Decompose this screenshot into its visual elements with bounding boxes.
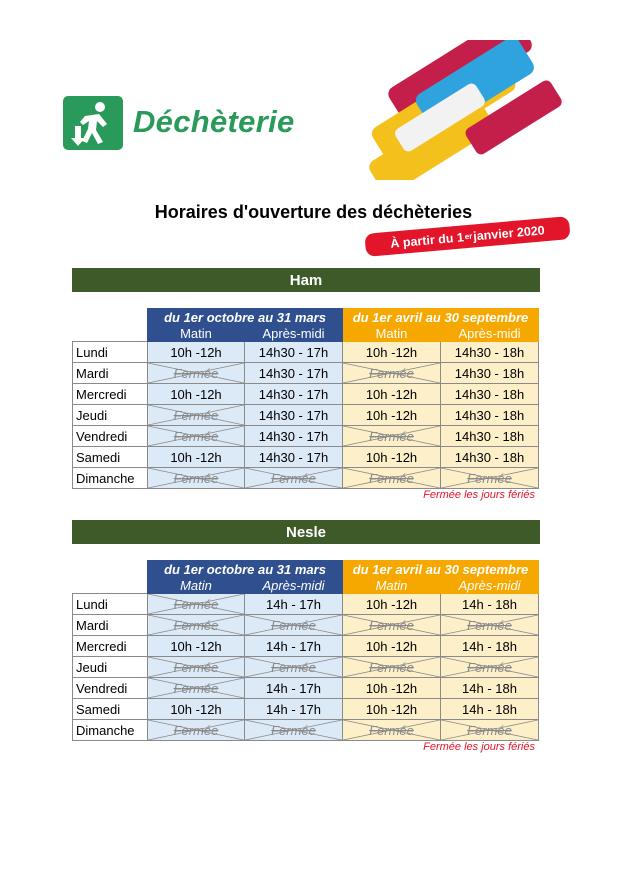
hours-cell: 14h30 - 17h <box>245 384 343 405</box>
hours-cell: 10h -12h <box>343 594 441 615</box>
closed-cell <box>148 720 245 741</box>
column-header-morning: Matin <box>148 578 245 594</box>
closed-label: Fermée <box>173 659 219 675</box>
closed-label: Fermée <box>173 722 219 738</box>
closed-label: Fermée <box>173 596 219 612</box>
hours-cell: 14h30 - 17h <box>245 363 343 384</box>
hours-cell: 10h -12h <box>343 384 441 405</box>
closed-label: Fermée <box>369 470 414 486</box>
day-label: Jeudi <box>73 657 148 678</box>
column-header-afternoon: Après-midi <box>245 326 343 342</box>
hours-cell: 10h -12h <box>343 342 441 363</box>
closed-cell <box>148 363 245 384</box>
day-label: Dimanche <box>73 468 148 489</box>
table-row <box>73 615 539 636</box>
day-label: Vendredi <box>73 426 148 447</box>
hours-cell: 10h -12h <box>343 699 441 720</box>
closed-label: Fermée <box>467 617 512 633</box>
hours-cell: 14h30 - 17h <box>245 426 343 447</box>
day-label: Lundi <box>73 594 148 615</box>
closed-cell <box>343 363 441 384</box>
day-label: Mercredi <box>73 384 148 405</box>
closed-cell <box>343 657 441 678</box>
closed-label: Fermée <box>271 659 316 675</box>
closed-label: Fermée <box>173 617 219 633</box>
hours-cell: 14h30 - 17h <box>245 405 343 426</box>
hours-cell: 10h -12h <box>343 678 441 699</box>
holiday-note: Fermée les jours fériés <box>423 741 535 753</box>
closed-cell <box>245 657 343 678</box>
closed-cell <box>441 720 539 741</box>
column-header-afternoon: Après-midi <box>245 578 343 594</box>
table-row <box>73 678 539 699</box>
closed-cell <box>343 426 441 447</box>
hours-cell: 10h -12h <box>148 447 245 468</box>
closed-label: Fermée <box>467 722 512 738</box>
hours-cell: 14h - 17h <box>245 699 343 720</box>
table-row <box>73 342 539 363</box>
hours-cell: 14h - 18h <box>441 678 539 699</box>
closed-label: Fermée <box>369 617 414 633</box>
hours-cell: 14h30 - 17h <box>245 447 343 468</box>
table-row <box>73 447 539 468</box>
logo-text: Déchèterie <box>133 104 295 139</box>
table-row <box>73 405 539 426</box>
day-label: Jeudi <box>73 405 148 426</box>
table-row <box>73 657 539 678</box>
hours-cell: 14h30 - 18h <box>441 426 539 447</box>
table-row <box>73 720 539 741</box>
column-header-morning: Matin <box>343 326 441 342</box>
day-label: Mardi <box>73 363 148 384</box>
closed-label: Fermée <box>369 722 414 738</box>
closed-cell <box>148 615 245 636</box>
closed-cell <box>245 468 343 489</box>
hours-cell: 14h - 18h <box>441 594 539 615</box>
holiday-note: Fermée les jours fériés <box>423 489 535 501</box>
column-header-afternoon: Après-midi <box>441 578 539 594</box>
column-header-morning: Matin <box>343 578 441 594</box>
closed-cell <box>148 657 245 678</box>
period-header-summer: du 1er avril au 30 septembre <box>343 561 539 578</box>
table-row <box>73 468 539 489</box>
period-header-winter: du 1er octobre au 31 mars <box>148 309 343 326</box>
effective-date-badge: À partir du 1 $^{er}$ janvier 2020 <box>364 216 570 257</box>
closed-label: Fermée <box>271 470 316 486</box>
closed-label: Fermée <box>369 428 414 444</box>
closed-label: Fermée <box>173 365 219 381</box>
table-row <box>73 363 539 384</box>
closed-label: Fermée <box>271 617 316 633</box>
hours-cell: 14h30 - 18h <box>441 342 539 363</box>
period-header-winter: du 1er octobre au 31 mars <box>148 561 343 578</box>
closed-cell <box>441 468 539 489</box>
hours-cell: 14h30 - 18h <box>441 447 539 468</box>
closed-label: Fermée <box>467 470 512 486</box>
closed-label: Fermée <box>173 428 219 444</box>
hours-cell: 10h -12h <box>343 636 441 657</box>
table-row <box>73 699 539 720</box>
closed-cell <box>148 468 245 489</box>
day-label: Samedi <box>73 447 148 468</box>
hours-cell: 14h - 17h <box>245 594 343 615</box>
hours-cell: 14h30 - 17h <box>245 342 343 363</box>
closed-label: Fermée <box>173 680 219 696</box>
closed-label: Fermée <box>271 722 316 738</box>
period-header-summer: du 1er avril au 30 septembre <box>343 309 539 326</box>
closed-label: Fermée <box>369 659 414 675</box>
closed-label: Fermée <box>173 407 219 423</box>
hours-cell: 14h30 - 18h <box>441 363 539 384</box>
decorative-ribbons-graphic <box>330 40 570 180</box>
empty-header-cell <box>73 561 148 578</box>
hours-cell: 10h -12h <box>343 447 441 468</box>
day-label: Mercredi <box>73 636 148 657</box>
site-title-nesle: Nesle <box>72 520 540 544</box>
closed-cell <box>148 678 245 699</box>
closed-label: Fermée <box>467 659 512 675</box>
empty-header-cell <box>73 326 148 342</box>
closed-cell <box>343 720 441 741</box>
hours-cell: 10h -12h <box>343 405 441 426</box>
hours-cell: 14h - 18h <box>441 699 539 720</box>
page-title: Horaires d'ouverture des déchèteries <box>154 202 473 222</box>
column-header-afternoon: Après-midi <box>441 326 539 342</box>
schedule-table-nesle <box>72 560 539 741</box>
closed-cell <box>245 720 343 741</box>
closed-cell <box>148 426 245 447</box>
closed-cell <box>343 615 441 636</box>
closed-label: Fermée <box>173 470 219 486</box>
site-title-ham: Ham <box>72 268 540 292</box>
schedule-table-ham <box>72 308 539 489</box>
logo-icon <box>63 96 123 150</box>
table-row <box>73 384 539 405</box>
hours-cell: 10h -12h <box>148 342 245 363</box>
hours-cell: 14h - 18h <box>441 636 539 657</box>
hours-cell: 14h30 - 18h <box>441 405 539 426</box>
day-label: Dimanche <box>73 720 148 741</box>
empty-header-cell <box>73 578 148 594</box>
table-row <box>73 636 539 657</box>
closed-cell <box>148 594 245 615</box>
day-label: Mardi <box>73 615 148 636</box>
closed-label: Fermée <box>369 365 414 381</box>
hours-cell: 10h -12h <box>148 636 245 657</box>
hours-cell: 14h - 17h <box>245 678 343 699</box>
day-label: Samedi <box>73 699 148 720</box>
hours-cell: 10h -12h <box>148 699 245 720</box>
table-row <box>73 426 539 447</box>
hours-cell: 14h30 - 18h <box>441 384 539 405</box>
day-label: Lundi <box>73 342 148 363</box>
hours-cell: 14h - 17h <box>245 636 343 657</box>
closed-cell <box>441 657 539 678</box>
closed-cell <box>343 468 441 489</box>
closed-cell <box>148 405 245 426</box>
empty-header-cell <box>73 309 148 326</box>
day-label: Vendredi <box>73 678 148 699</box>
closed-cell <box>441 615 539 636</box>
closed-cell <box>245 615 343 636</box>
hours-cell: 10h -12h <box>148 384 245 405</box>
column-header-morning: Matin <box>148 326 245 342</box>
table-row <box>73 594 539 615</box>
